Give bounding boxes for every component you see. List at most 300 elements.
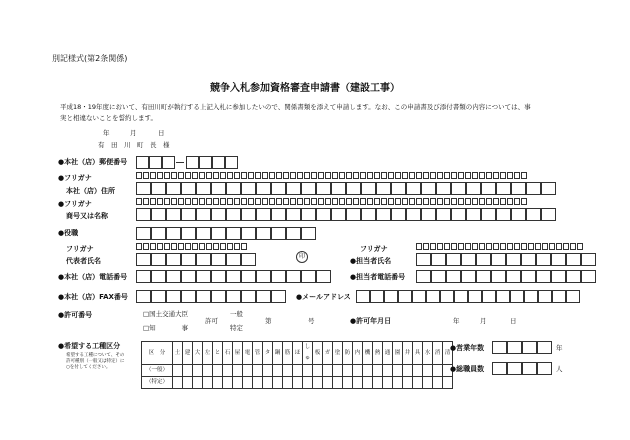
input-box[interactable] — [151, 253, 166, 266]
phone-boxes[interactable] — [136, 270, 331, 283]
address-furigana-boxes[interactable] — [136, 172, 528, 179]
construction-type-cell[interactable] — [203, 377, 213, 389]
input-box[interactable] — [458, 198, 464, 205]
input-box[interactable] — [376, 208, 391, 221]
input-box[interactable] — [486, 172, 492, 179]
construction-type-cell[interactable] — [233, 377, 243, 389]
input-box[interactable] — [157, 243, 163, 250]
input-box[interactable] — [136, 182, 151, 195]
input-box[interactable] — [398, 290, 412, 303]
input-box[interactable] — [476, 270, 491, 283]
input-box[interactable] — [181, 182, 196, 195]
input-box[interactable] — [220, 198, 226, 205]
construction-type-cell[interactable] — [403, 365, 413, 377]
input-box[interactable] — [367, 198, 373, 205]
input-box[interactable] — [367, 172, 373, 179]
input-box[interactable] — [256, 208, 271, 221]
input-box[interactable] — [181, 253, 196, 266]
input-box[interactable] — [526, 182, 541, 195]
input-box[interactable] — [522, 341, 537, 354]
construction-type-cell[interactable] — [233, 365, 243, 377]
input-box[interactable] — [541, 208, 556, 221]
input-box[interactable] — [286, 182, 301, 195]
construction-type-cell[interactable] — [363, 365, 373, 377]
total-staff-boxes[interactable] — [492, 362, 552, 375]
input-box[interactable] — [506, 270, 521, 283]
construction-type-cell[interactable] — [263, 377, 273, 389]
input-box[interactable] — [211, 182, 226, 195]
input-box[interactable] — [437, 243, 443, 250]
input-box[interactable] — [166, 270, 181, 283]
input-box[interactable] — [151, 182, 166, 195]
input-box[interactable] — [234, 243, 240, 250]
contact-name-boxes[interactable] — [416, 253, 596, 266]
input-box[interactable] — [325, 198, 331, 205]
construction-type-cell[interactable] — [173, 365, 183, 377]
input-box[interactable] — [391, 208, 406, 221]
input-box[interactable] — [226, 182, 241, 195]
input-box[interactable] — [510, 290, 524, 303]
construction-type-cell[interactable] — [423, 377, 433, 389]
input-box[interactable] — [304, 198, 310, 205]
input-box[interactable] — [563, 243, 569, 250]
input-box[interactable] — [276, 172, 282, 179]
input-box[interactable] — [436, 182, 451, 195]
input-box[interactable] — [446, 253, 461, 266]
input-box[interactable] — [511, 208, 526, 221]
input-box[interactable] — [541, 182, 556, 195]
construction-type-cell[interactable] — [323, 377, 333, 389]
input-box[interactable] — [514, 198, 520, 205]
construction-type-cell[interactable] — [193, 377, 203, 389]
input-box[interactable] — [256, 182, 271, 195]
input-box[interactable] — [226, 227, 241, 240]
input-box[interactable] — [213, 172, 219, 179]
input-box[interactable] — [423, 198, 429, 205]
input-box[interactable] — [402, 198, 408, 205]
input-box[interactable] — [521, 270, 536, 283]
input-box[interactable] — [316, 208, 331, 221]
contact-furigana-boxes[interactable] — [416, 243, 584, 250]
input-box[interactable] — [465, 243, 471, 250]
construction-type-cell[interactable] — [213, 377, 223, 389]
input-box[interactable] — [472, 243, 478, 250]
input-box[interactable] — [542, 243, 548, 250]
input-box[interactable] — [199, 198, 205, 205]
input-box[interactable] — [256, 227, 271, 240]
input-box[interactable] — [151, 208, 166, 221]
input-box[interactable] — [526, 208, 541, 221]
input-box[interactable] — [269, 198, 275, 205]
input-box[interactable] — [136, 253, 151, 266]
position-boxes[interactable] — [136, 227, 316, 240]
input-box[interactable] — [241, 172, 247, 179]
input-box[interactable] — [241, 227, 256, 240]
input-box[interactable] — [150, 198, 156, 205]
input-box[interactable] — [346, 208, 361, 221]
input-box[interactable] — [196, 270, 211, 283]
construction-type-cell[interactable] — [293, 365, 303, 377]
input-box[interactable] — [192, 243, 198, 250]
input-box[interactable] — [395, 198, 401, 205]
construction-type-cell[interactable] — [223, 377, 233, 389]
input-box[interactable] — [346, 172, 352, 179]
construction-type-cell[interactable] — [383, 377, 393, 389]
input-box[interactable] — [384, 290, 398, 303]
input-box[interactable] — [164, 198, 170, 205]
construction-type-cell[interactable] — [343, 365, 353, 377]
input-box[interactable] — [472, 172, 478, 179]
input-box[interactable] — [426, 290, 440, 303]
input-box[interactable] — [241, 270, 256, 283]
input-box[interactable] — [430, 198, 436, 205]
input-box[interactable] — [185, 198, 191, 205]
input-box[interactable] — [524, 290, 538, 303]
input-box[interactable] — [331, 182, 346, 195]
input-box[interactable] — [549, 243, 555, 250]
input-box[interactable] — [196, 290, 211, 303]
construction-type-cell[interactable] — [373, 365, 383, 377]
input-box[interactable] — [406, 182, 421, 195]
rep-furigana-boxes[interactable] — [136, 243, 248, 250]
input-box[interactable] — [181, 290, 196, 303]
input-box[interactable] — [269, 172, 275, 179]
input-box[interactable] — [331, 208, 346, 221]
construction-type-cell[interactable] — [423, 365, 433, 377]
input-box[interactable] — [416, 243, 422, 250]
input-box[interactable] — [431, 270, 446, 283]
construction-type-cell[interactable] — [283, 377, 293, 389]
permit-option-minister[interactable]: □国土交通大臣 — [143, 310, 189, 318]
input-box[interactable] — [199, 172, 205, 179]
input-box[interactable] — [171, 243, 177, 250]
input-box[interactable] — [301, 182, 316, 195]
input-box[interactable] — [311, 172, 317, 179]
input-box[interactable] — [577, 243, 583, 250]
construction-type-cell[interactable] — [413, 365, 423, 377]
input-box[interactable] — [416, 270, 431, 283]
input-box[interactable] — [339, 198, 345, 205]
input-box[interactable] — [353, 198, 359, 205]
input-box[interactable] — [412, 290, 426, 303]
input-box[interactable] — [311, 198, 317, 205]
input-box[interactable] — [241, 208, 256, 221]
input-box[interactable] — [304, 172, 310, 179]
input-box[interactable] — [409, 172, 415, 179]
input-box[interactable] — [493, 172, 499, 179]
input-box[interactable] — [297, 172, 303, 179]
input-box[interactable] — [476, 253, 491, 266]
input-box[interactable] — [381, 198, 387, 205]
input-box[interactable] — [536, 253, 551, 266]
input-box[interactable] — [256, 290, 271, 303]
construction-type-cell[interactable] — [303, 365, 313, 377]
input-box[interactable] — [185, 172, 191, 179]
construction-type-cell[interactable] — [243, 365, 253, 377]
input-box[interactable] — [227, 198, 233, 205]
input-box[interactable] — [286, 208, 301, 221]
construction-type-cell[interactable] — [203, 365, 213, 377]
input-box[interactable] — [500, 243, 506, 250]
input-box[interactable] — [211, 253, 226, 266]
input-box[interactable] — [492, 341, 507, 354]
input-box[interactable] — [521, 243, 527, 250]
input-box[interactable] — [316, 270, 331, 283]
input-box[interactable] — [151, 270, 166, 283]
construction-type-cell[interactable] — [323, 365, 333, 377]
input-box[interactable] — [353, 172, 359, 179]
input-box[interactable] — [479, 172, 485, 179]
input-box[interactable] — [241, 182, 256, 195]
construction-type-cell[interactable] — [223, 365, 233, 377]
input-box[interactable] — [241, 198, 247, 205]
input-box[interactable] — [271, 182, 286, 195]
input-box[interactable] — [451, 182, 466, 195]
input-box[interactable] — [143, 243, 149, 250]
input-box[interactable] — [271, 208, 286, 221]
input-box[interactable] — [136, 172, 142, 179]
input-box[interactable] — [451, 243, 457, 250]
input-box[interactable] — [178, 243, 184, 250]
input-box[interactable] — [157, 198, 163, 205]
input-box[interactable] — [318, 198, 324, 205]
input-box[interactable] — [171, 198, 177, 205]
input-box[interactable] — [206, 172, 212, 179]
construction-type-cell[interactable] — [183, 377, 193, 389]
input-box[interactable] — [286, 270, 301, 283]
input-box[interactable] — [196, 227, 211, 240]
construction-type-cell[interactable] — [363, 377, 373, 389]
input-box[interactable] — [482, 290, 496, 303]
input-box[interactable] — [346, 182, 361, 195]
input-box[interactable] — [271, 270, 286, 283]
input-box[interactable] — [472, 198, 478, 205]
input-box[interactable] — [566, 290, 580, 303]
input-box[interactable] — [381, 172, 387, 179]
input-box[interactable] — [318, 172, 324, 179]
input-box[interactable] — [164, 243, 170, 250]
input-box[interactable] — [521, 253, 536, 266]
input-box[interactable] — [465, 172, 471, 179]
input-box[interactable] — [370, 290, 384, 303]
input-box[interactable] — [430, 172, 436, 179]
input-box[interactable] — [481, 182, 496, 195]
input-box[interactable] — [421, 208, 436, 221]
input-box[interactable] — [164, 172, 170, 179]
input-box[interactable] — [276, 198, 282, 205]
input-box[interactable] — [136, 198, 142, 205]
input-box[interactable] — [466, 182, 481, 195]
construction-type-cell[interactable] — [263, 365, 273, 377]
input-box[interactable] — [220, 243, 226, 250]
construction-type-cell[interactable] — [303, 377, 313, 389]
construction-type-cell[interactable] — [393, 365, 403, 377]
input-box[interactable] — [507, 198, 513, 205]
contact-phone-boxes[interactable] — [416, 270, 596, 283]
input-box[interactable] — [451, 208, 466, 221]
input-box[interactable] — [507, 362, 522, 375]
input-box[interactable] — [507, 243, 513, 250]
input-box[interactable] — [481, 208, 496, 221]
input-box[interactable] — [192, 198, 198, 205]
input-box[interactable] — [301, 270, 316, 283]
input-box[interactable] — [556, 243, 562, 250]
address-boxes[interactable] — [136, 182, 556, 195]
input-box[interactable] — [436, 208, 451, 221]
input-box[interactable] — [423, 243, 429, 250]
input-box[interactable] — [211, 290, 226, 303]
input-box[interactable] — [360, 198, 366, 205]
input-box[interactable] — [491, 253, 506, 266]
input-box[interactable] — [437, 198, 443, 205]
input-box[interactable] — [211, 270, 226, 283]
input-box[interactable] — [465, 198, 471, 205]
input-box[interactable] — [416, 198, 422, 205]
input-box[interactable] — [290, 198, 296, 205]
input-box[interactable] — [150, 243, 156, 250]
input-box[interactable] — [528, 243, 534, 250]
input-box[interactable] — [226, 270, 241, 283]
input-box[interactable] — [444, 243, 450, 250]
input-box[interactable] — [496, 182, 511, 195]
input-box[interactable] — [227, 172, 233, 179]
input-box[interactable] — [181, 270, 196, 283]
input-box[interactable] — [406, 208, 421, 221]
input-box[interactable] — [492, 362, 507, 375]
input-box[interactable] — [458, 172, 464, 179]
input-box[interactable] — [374, 198, 380, 205]
construction-type-cell[interactable] — [343, 377, 353, 389]
input-box[interactable] — [206, 243, 212, 250]
construction-type-cell[interactable] — [273, 377, 283, 389]
input-box[interactable] — [444, 198, 450, 205]
input-box[interactable] — [241, 243, 247, 250]
input-box[interactable] — [196, 208, 211, 221]
input-box[interactable] — [226, 253, 241, 266]
input-box[interactable] — [192, 172, 198, 179]
input-box[interactable] — [500, 172, 506, 179]
construction-type-cell[interactable] — [283, 365, 293, 377]
input-box[interactable] — [166, 182, 181, 195]
input-box[interactable] — [255, 172, 261, 179]
input-box[interactable] — [226, 290, 241, 303]
permit-option-governor[interactable]: □知 事 — [143, 324, 189, 332]
input-box[interactable] — [234, 198, 240, 205]
construction-type-cell[interactable] — [443, 377, 453, 389]
input-box[interactable] — [496, 208, 511, 221]
input-box[interactable] — [332, 198, 338, 205]
input-box[interactable] — [283, 198, 289, 205]
input-box[interactable] — [356, 290, 370, 303]
input-box[interactable] — [374, 172, 380, 179]
input-box[interactable] — [290, 172, 296, 179]
input-box[interactable] — [511, 182, 526, 195]
construction-type-cell[interactable] — [333, 365, 343, 377]
postal-code-first-boxes[interactable] — [136, 156, 175, 169]
input-box[interactable] — [339, 172, 345, 179]
input-box[interactable] — [150, 172, 156, 179]
input-box[interactable] — [454, 290, 468, 303]
input-box[interactable] — [581, 270, 596, 283]
input-box[interactable] — [226, 208, 241, 221]
construction-type-cell[interactable] — [313, 365, 323, 377]
input-box[interactable] — [286, 227, 301, 240]
input-box[interactable] — [446, 270, 461, 283]
input-box[interactable] — [514, 172, 520, 179]
input-box[interactable] — [451, 172, 457, 179]
construction-type-cell[interactable] — [293, 377, 303, 389]
input-box[interactable] — [360, 172, 366, 179]
input-box[interactable] — [537, 341, 552, 354]
input-box[interactable] — [262, 198, 268, 205]
construction-type-cell[interactable] — [433, 365, 443, 377]
input-box[interactable] — [136, 290, 151, 303]
input-box[interactable] — [507, 172, 513, 179]
input-box[interactable] — [166, 253, 181, 266]
input-box[interactable] — [437, 172, 443, 179]
construction-type-cell[interactable] — [373, 377, 383, 389]
input-box[interactable] — [283, 172, 289, 179]
input-box[interactable] — [316, 182, 331, 195]
input-box[interactable] — [196, 182, 211, 195]
construction-type-cell[interactable] — [313, 377, 323, 389]
rep-name-boxes[interactable] — [136, 253, 256, 266]
construction-type-cell[interactable] — [393, 377, 403, 389]
input-box[interactable] — [500, 198, 506, 205]
input-box[interactable] — [206, 198, 212, 205]
input-box[interactable] — [166, 227, 181, 240]
input-box[interactable] — [151, 227, 166, 240]
input-box[interactable] — [166, 208, 181, 221]
input-box[interactable] — [570, 243, 576, 250]
input-box[interactable] — [388, 198, 394, 205]
input-box[interactable] — [479, 198, 485, 205]
construction-type-cell[interactable] — [353, 377, 363, 389]
construction-type-cell[interactable] — [173, 377, 183, 389]
input-box[interactable] — [376, 182, 391, 195]
input-box[interactable] — [521, 172, 527, 179]
input-box[interactable] — [402, 172, 408, 179]
input-box[interactable] — [535, 243, 541, 250]
input-box[interactable] — [416, 172, 422, 179]
input-box[interactable] — [458, 243, 464, 250]
input-box[interactable] — [211, 208, 226, 221]
input-box[interactable] — [346, 198, 352, 205]
input-box[interactable] — [416, 253, 431, 266]
fax-boxes[interactable] — [136, 290, 286, 303]
construction-type-cell[interactable] — [413, 377, 423, 389]
input-box[interactable] — [496, 290, 510, 303]
input-box[interactable] — [430, 243, 436, 250]
input-box[interactable] — [178, 172, 184, 179]
construction-type-cell[interactable] — [183, 365, 193, 377]
input-box[interactable] — [332, 172, 338, 179]
input-box[interactable] — [423, 172, 429, 179]
input-box[interactable] — [551, 270, 566, 283]
input-box[interactable] — [271, 227, 286, 240]
input-box[interactable] — [431, 253, 446, 266]
input-box[interactable] — [537, 362, 552, 375]
construction-type-cell[interactable] — [383, 365, 393, 377]
input-box[interactable] — [421, 182, 436, 195]
input-box[interactable] — [171, 172, 177, 179]
construction-type-cell[interactable] — [213, 365, 223, 377]
input-box[interactable] — [538, 290, 552, 303]
input-box[interactable] — [143, 198, 149, 205]
input-box[interactable] — [256, 270, 271, 283]
input-box[interactable] — [234, 172, 240, 179]
construction-type-cell[interactable] — [253, 377, 263, 389]
